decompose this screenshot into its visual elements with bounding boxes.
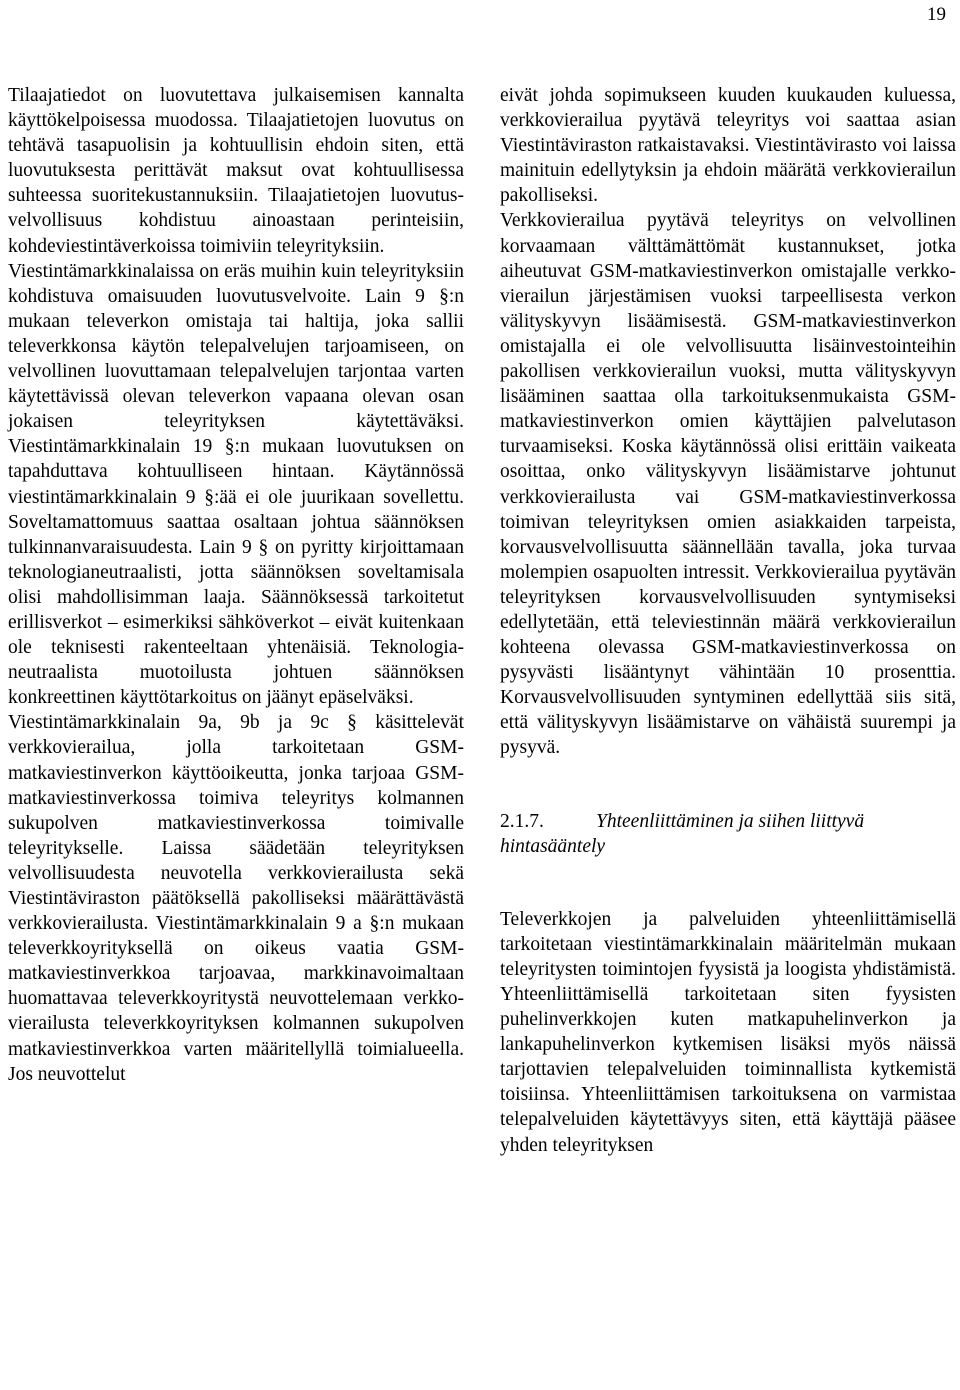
body-paragraph: Verkkovierailua pyytävä teleyritys on velvollinen korvaamaan välttämättömät kustannukset, jotka aiheutuvat GSM-matkaviestinverkon omistajalle verkkovierailun järjestämisen vuoksi tarpeellisesta verkon välityskyvyn lisäämisestä. GSM-matkaviestinverkon omistajalla ei ole velvollisuutta lisäinvestointeihin pakollisen verkkovierailun vuoksi, mutta välityskyvyn lisääminen saattaa olla tarkoituksenmukaista GSM-matkaviestinverkon omien käyttäjien palvelutason turvaamiseksi. Koska käytännössä olisi erittäin vaikeata osoittaa, onko välityskyvyn lisäämistarve johtunut verkkovierailusta vai GSM-matkaviestinverkossa toimivan teleyrityksen omien asiakkaiden tarpeista, korvausvelvollisuutta säännellään tavalla, joka turvaa molempien osapuolten intressit. Verkkovierailua pyytävän teleyrityksen korvausvelvollisuuden syntymiseksi edellytetään, että televiestinnän määrä verkkovierailun kohteena olevassa GSM-matkaviestinverkossa on pysyvästi lisääntynyt vähintään 10 prosenttia. Korvausvelvollisuuden syntyminen edellyttää siis sitä, että välityskyvyn lisäämistarve on vähäistä suurempi ja pysyvä. — [500, 210, 956, 759]
body-paragraph: eivät johda sopimukseen kuuden kuukauden kuluessa, verkkovierailua pyytävä teleyritys voi saattaa asian Viestintäviraston ratkaistavaksi. Viestintävirasto voi laissa mainituin edellytyksin ja ehdoin määrätä verkkovierailun pakolliseksi. — [500, 85, 956, 207]
right-column — [500, 83, 956, 1158]
section-title: Yhteenliittäminen ja siihen liittyvä hintasääntely — [500, 810, 865, 857]
page-number: 19 — [927, 4, 946, 25]
body-paragraph: Viestintämarkkinalaissa on eräs muihin kuin teleyrityksiin kohdistuva omaisuuden luovutusvelvoite. Lain 9 §:n mukaan televerkon omistaja tai haltija, joka sallii televerkkonsa käytön telepalvelujen tarjoamiseen, on velvollinen luovuttamaan telepalvelujen tarjontaa varten käytettävissä olevan televerkon vapaana olevan osan jokaisen teleyrityksen käytettäväksi. Viestintämarkkinalain 19 §:n mukaan luovutuksen on tapahduttava kohtuulliseen hintaan. Käytännössä viestintämarkkinalain 9 §:ää ei ole juurikaan sovellettu. Soveltamattomuus saattaa osaltaan johtua säännöksen tulkinnanvaraisuudesta. Lain 9 § on pyritty kirjoittamaan teknologianeutraalisti, jotta säännöksen soveltamisala olisi mahdollisimman laaja. Säännöksessä tarkoitetut erillisverkot – esimerkiksi sähköverkot – eivät kuitenkaan ole teknisesti rakenteeltaan yhtenäisiä. Teknologianeutraalista muotoilusta johtuen säännöksen konkreettinen käyttötarkoitus on jäänyt epäselväksi. — [8, 260, 464, 709]
body-paragraph: Televerkkojen ja palveluiden yhteenliittämisellä tarkoitetaan viestintämarkkinalain määritelmän mukaan teleyritysten toimintojen fyysistä ja loogista yhdistämistä. Yhteenliittämisellä tarkoitetaan siten fyysisten puhelinverkkojen kuten matkapuhelinverkon ja lankapuhelinverkon kytkemisen lisäksi myös näissä tarjottavien telepalveluiden toiminnallista kytkemistä toisiinsa. Yhteenliittämisen tarkoituksena on varmistaa telepalveluiden käytettävyys siten, että käyttäjä pääsee yhden teleyrityksen — [500, 908, 956, 1156]
left-column — [8, 83, 464, 1087]
body-paragraph: Viestintämarkkinalain 9a, 9b ja 9c § käsittelevät verkkovierailua, jolla tarkoitetaan GSM-matkaviestinverkon käyttöoikeutta, jonka tarjoaa GSM-matkaviestinverkossa toimiva teleyritys kolmannen sukupolven matkaviestinverkossa toimivalle teleyritykselle. Laissa säädetään teleyrityksen velvollisuudesta neuvotella verkkovierailusta sekä Viestintäviraston päätöksellä pakolliseksi määrättävästä verkkovierailusta. Viestintämarkkinalain 9 a §:n mukaan televerkkoyrityksellä on oikeus vaatia GSM-matkaviestinverkkoa tarjoavaa, markkinavoimaltaan huomattavaa televerkkoyritystä neuvottelemaan verkkovierailusta televerkkoyrityksen kolmannen sukupolven matkaviestinverkkoa varten määritellyllä toimialueella. Jos neuvottelut — [8, 712, 464, 1085]
section-heading — [500, 809, 956, 859]
body-paragraph: Tilaajatiedot on luovutettava julkaisemisen kannalta käyttökelpoisessa muodossa. Tilaajatietojen luovutus on tehtävä tasapuolisin ja kohtuullisin ehdoin siten, että luovutuksesta perittävät maksut ovat kohtuullisessa suhteessa suoritekustannuksiin. Tilaajatietojen luovutusvelvollisuus kohdistuu ainoastaan perinteisiin, kohdeviestintäverkoissa toimiviin teleyrityksiin. — [8, 85, 464, 257]
section-number: 2.1.7. — [500, 810, 544, 832]
